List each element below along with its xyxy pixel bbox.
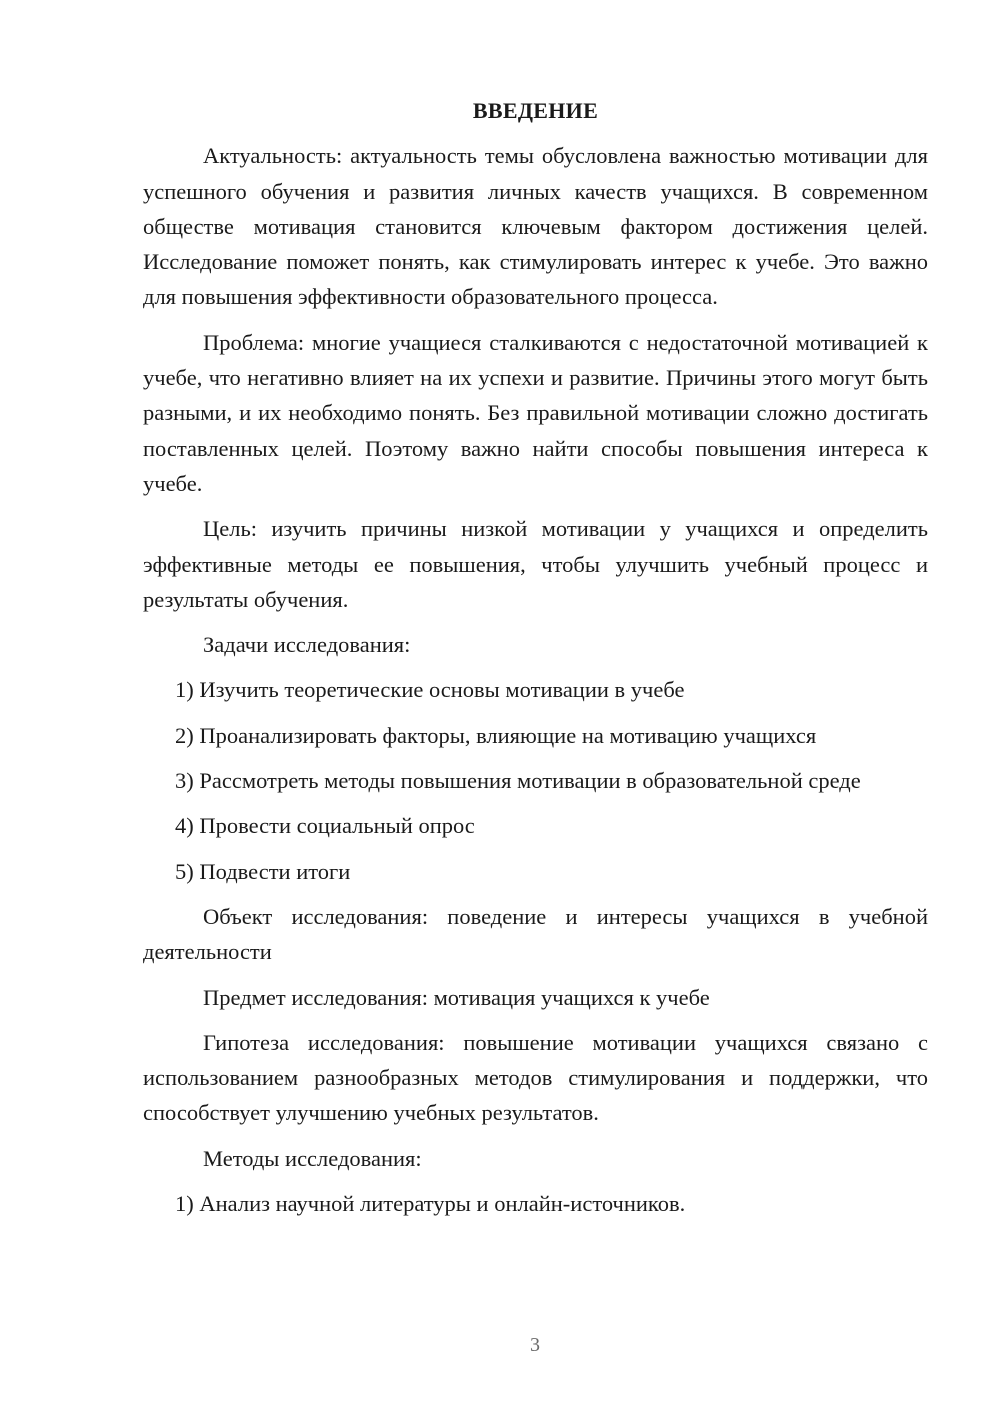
- task-item-1: 1) Изучить теоретические основы мотивации в учебе: [175, 677, 685, 703]
- task-item-3: 3) Рассмотреть методы повышения мотивации в образовательной среде: [175, 768, 861, 794]
- page-content: [143, 93, 928, 1231]
- paragraph-hypothesis: Гипотеза исследования: повышение мотивации учащихся связано с использованием разнообразных методов стимулирования и поддержки, что способствует улучшению учебных результатов.: [143, 1029, 928, 1126]
- task-item-5: 5) Подвести итоги: [175, 858, 351, 884]
- paragraph-subject: Предмет исследования: мотивация учащихся к учебе: [203, 984, 710, 1010]
- page-number: 3: [530, 1334, 540, 1356]
- methods-heading: Методы исследования:: [203, 1145, 422, 1171]
- paragraph-object: Объект исследования: поведение и интересы учащихся в учебной деятельности: [143, 903, 928, 965]
- paragraph-goal: Цель: изучить причины низкой мотивации у учащихся и определить эффективные методы ее повышения, чтобы улучшить учебный процесс и результаты обучения.: [143, 516, 928, 612]
- tasks-heading: Задачи исследования:: [203, 632, 411, 658]
- task-item-4: 4) Провести социальный опрос: [175, 813, 475, 839]
- task-item-2: 2) Проанализировать факторы, влияющие на мотивацию учащихся: [175, 722, 817, 748]
- method-item-1: 1) Анализ научной литературы и онлайн-источников.: [175, 1191, 686, 1217]
- page-title: ВВЕДЕНИЕ: [472, 98, 599, 123]
- paragraph-problem: Проблема: многие учащиеся сталкиваются с недостаточной мотивацией к учебе, что негативно влияет на их успехи и развитие. Причины этого могут быть разными, и их необходимо понять. Без правильной мотивации сложно достигать поставленных целей. Поэтому важно найти способы повышения интереса к учебе.: [143, 329, 928, 496]
- paragraph-relevance: Актуальность: актуальность темы обусловлена важностью мотивации для успешного обучения и развития личных качеств учащихся. В современном обществе мотивация становится ключевым фактором достижения целей. Исследование поможет понять, как стимулировать интерес к учебе. Это важно для повышения эффективности образовательного процесса.: [143, 143, 928, 310]
